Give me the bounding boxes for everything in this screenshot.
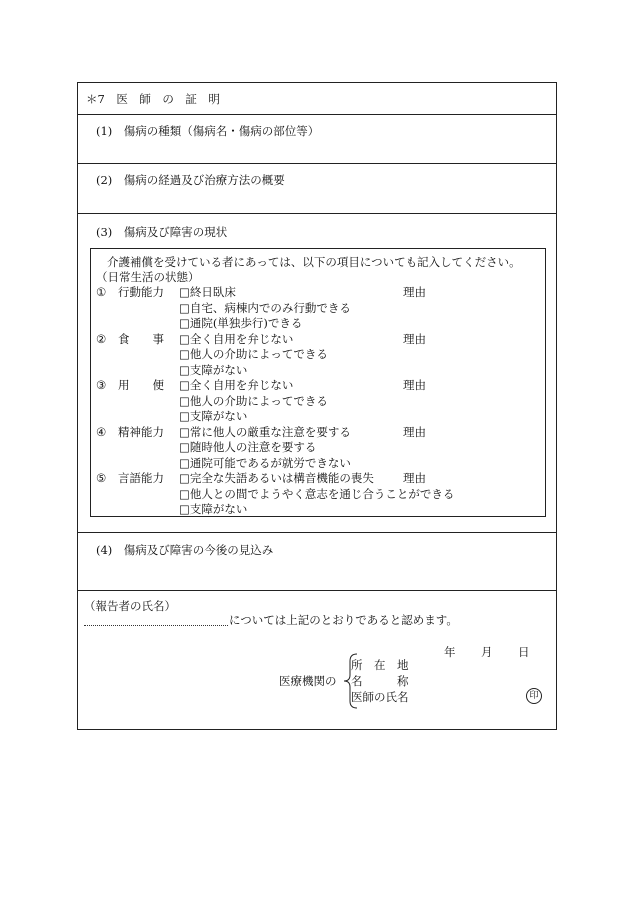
section-treatment (78, 164, 556, 214)
option-checkbox[interactable]: □通院(単独歩行)できる (179, 316, 303, 330)
option-checkbox[interactable]: □他人の介助によってできる (179, 393, 328, 408)
option-checkbox[interactable]: □支障がない (179, 409, 248, 423)
ability-number: ① (96, 285, 107, 299)
ability-name: 精神能力 (118, 424, 164, 439)
option-checkbox[interactable]: □通院可能であるが就労できない (179, 455, 351, 470)
doctor-certificate-form (77, 82, 557, 730)
option-checkbox[interactable]: □常に他人の厳重な注意を要する (179, 424, 351, 439)
option-checkbox[interactable]: □全く自用を弁じない (179, 378, 294, 392)
reason-label: 理由 (403, 424, 426, 439)
option-checkbox[interactable]: □全く自用を弁じない (179, 331, 294, 346)
option-checkbox[interactable]: □他人の介助によってできる (179, 347, 328, 361)
doctor-name-label: 医師の氏名 (351, 690, 409, 704)
current-status-label: (3) 傷病及び障害の現状 (96, 225, 228, 239)
date-year-label: 年 (444, 645, 456, 659)
certificate-title: ＊7 医 師 の 証 明 (86, 92, 220, 106)
certification-statement: については上記のとおりであると認めます。 (229, 613, 458, 627)
option-checkbox[interactable]: □他人との間でようやく意志を通じ合うことができる (179, 486, 455, 501)
ability-name: 食 事 (118, 331, 164, 346)
ability-name: 言語能力 (118, 471, 164, 485)
daily-life-subnote: （日常生活の状態） (96, 270, 200, 284)
option-checkbox[interactable]: □終日臥床 (179, 285, 236, 299)
medical-institution-label: 医療機関の (279, 674, 337, 688)
reporter-name-label: （報告者の氏名） (84, 599, 176, 613)
option-checkbox[interactable]: □支障がない (179, 362, 248, 377)
date-month-label: 月 (481, 645, 493, 659)
ability-name: 用 便 (118, 378, 164, 392)
prognosis-label: (4) 傷病及び障害の今後の見込み (96, 543, 274, 557)
ability-number: ② (96, 331, 107, 346)
address-label: 所 在 地 (351, 658, 409, 672)
reporter-name-line[interactable] (84, 625, 228, 626)
option-checkbox[interactable]: □自宅、病棟内でのみ行動できる (179, 300, 351, 315)
ability-number: ④ (96, 424, 107, 439)
ability-number: ⑤ (96, 471, 107, 485)
option-checkbox[interactable]: □支障がない (179, 502, 248, 516)
reason-label: 理由 (403, 378, 426, 392)
nursing-note: 介護補償を受けている者にあっては、以下の項目についても記入してください。 (107, 255, 521, 269)
reason-label: 理由 (403, 285, 426, 299)
section-injury-type (78, 115, 556, 164)
institution-name-label: 名 称 (351, 674, 409, 688)
ability-name: 行動能力 (118, 285, 164, 299)
option-checkbox[interactable]: □随時他人の注意を要する (179, 440, 317, 454)
date-day-label: 日 (518, 645, 530, 659)
daily-life-box (90, 248, 546, 517)
seal-icon: 印 (526, 688, 542, 704)
treatment-label: (2) 傷病の経過及び治療方法の概要 (96, 173, 285, 187)
section-current-status (78, 214, 556, 533)
reason-label: 理由 (403, 471, 426, 485)
ability-number: ③ (96, 378, 107, 392)
section-prognosis (78, 533, 556, 591)
certificate-header-section (78, 83, 556, 115)
injury-type-label: (1) 傷病の種類（傷病名・傷病の部位等） (96, 124, 320, 138)
option-checkbox[interactable]: □完全な失語あるいは構音機能の喪失 (179, 471, 374, 485)
reason-label: 理由 (403, 331, 426, 346)
